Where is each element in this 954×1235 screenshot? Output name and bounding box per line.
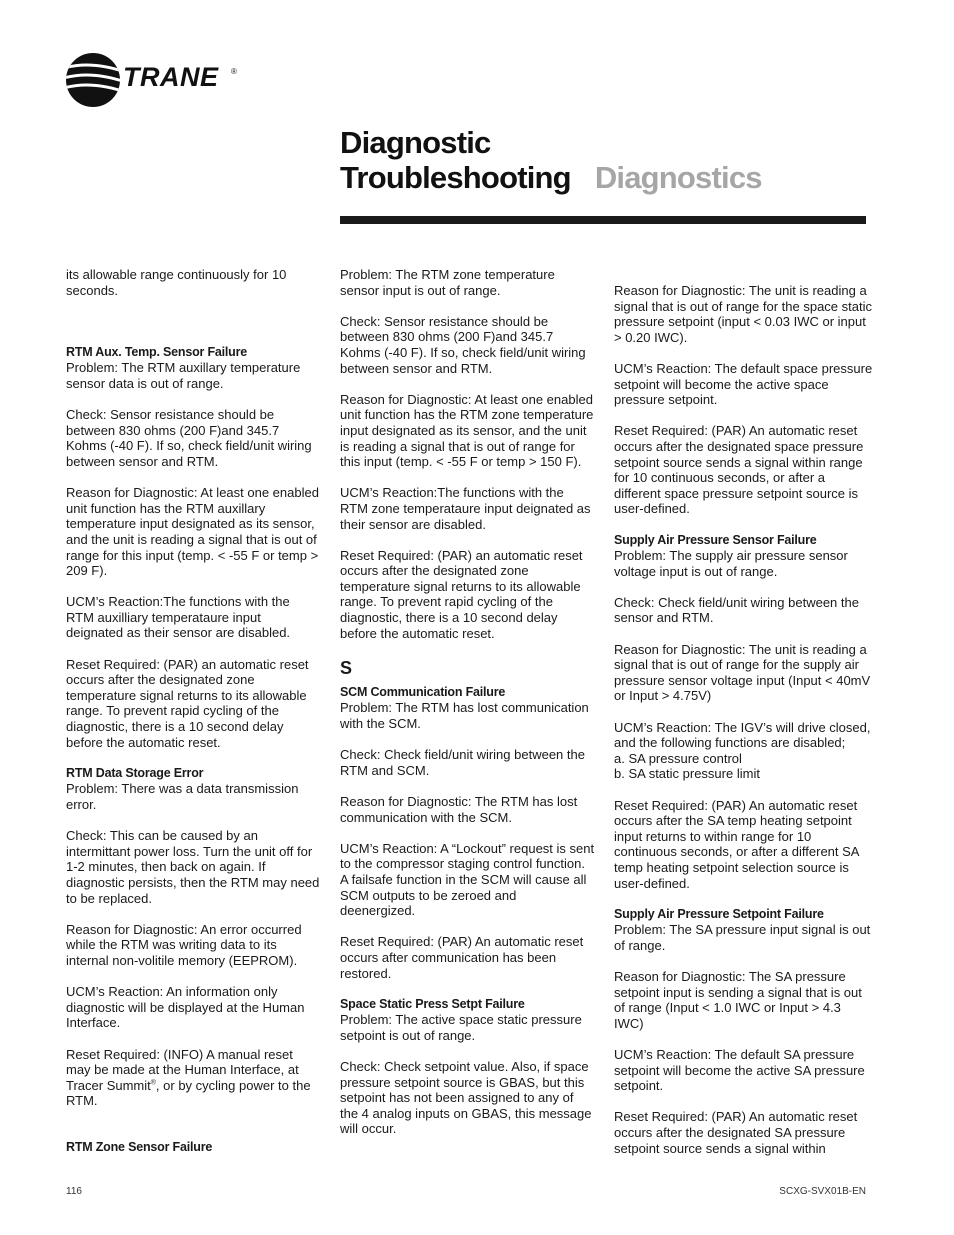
page-number: 116 (66, 1186, 82, 1197)
paragraph: Reason for Diagnostic: At least one enabled unit function has the RTM zone temperature input designated as its sensor, and the unit is reading a signal that is out of range for this input (temp. < -55 F or temp > 150 F). (340, 391, 594, 470)
column-2 (340, 267, 595, 1153)
paragraph: Problem: The supply air pressure sensor voltage input is out of range. (614, 548, 848, 579)
paragraph: Reset Required: (PAR) an automatic reset occurs after the designated zone temperature signal returns to its allowable range. To prevent rapid cycling of the diagnostic, there is a 10 second delay before the automatic reset. (66, 656, 309, 750)
paragraph: Check: This can be caused by an intermittant power loss. Turn the unit off for 1-2 minutes, then back on again. If diagnostic persists, then the RTM may need to be replaced. (66, 828, 320, 906)
paragraph: Reset Required: (PAR) an automatic reset occurs after the designated zone temperature signal returns to its allowable range. To prevent rapid cycling of the diagnostic, there is a 10 second delay before the automatic reset. (340, 547, 583, 641)
paragraph: UCM’s Reaction: The default space pressure setpoint will become the active space pressure setpoint. (614, 360, 873, 408)
paragraph: Reset Required: (PAR) An automatic reset occurs after the SA temp heating setpoint input returns to within range for 10 continuous seconds, or after a different SA temp heating setpoint selection source is user-defined. (614, 797, 859, 891)
section-heading: Space Static Press Setpt Failure (340, 996, 525, 1011)
registered-mark: ® (150, 1079, 156, 1087)
list-item: b. SA static pressure limit (614, 766, 760, 782)
paragraph: Problem: The RTM zone temperature sensor input is out of range. (340, 267, 555, 298)
paragraph: Reset Required: (PAR) An automatic reset occurs after the designated space pressure setpoint source sends a signal within range for 10 continuous seconds, or after a different space pressure setpoint source is user-defined. (614, 423, 864, 517)
paragraph: Reason for Diagnostic: The RTM has lost communication with the SCM. (340, 794, 578, 825)
trane-logo-word: TRANE (123, 62, 219, 92)
section-title: Diagnostics (594, 160, 762, 195)
paragraph: UCM’s Reaction: The default SA pressure setpoint will become the active SA pressure setpoint. (614, 1047, 865, 1094)
paragraph: UCM’s Reaction: A “Lockout” request is sent to the compressor staging control function. A failsafe function in the SCM will cause all SCM outputs to be zeroed and deenergized. (340, 840, 595, 919)
column-1 (66, 267, 321, 1156)
paragraph: Check: Sensor resistance should be between 830 ohms (200 F)and 345.7 Kohms (-40 F). If so, check field/unit wiring between sensor and RTM. (340, 313, 586, 376)
paragraph: Check: Check field/unit wiring between the RTM and SCM. (340, 747, 585, 778)
paragraph: UCM’s Reaction: An information only diagnostic will be displayed at the Human Interface. (66, 984, 305, 1031)
paragraph: Problem: The active space static pressure setpoint is out of range. (340, 1012, 582, 1043)
registered-mark: ® (231, 67, 237, 76)
paragraph: Check: Check field/unit wiring between the sensor and RTM. (614, 594, 859, 626)
trane-logo-badge (66, 53, 120, 107)
document-code: SCXG-SVX01B-EN (779, 1186, 866, 1197)
paragraph: Problem: There was a data transmission error. (66, 781, 299, 812)
paragraph: UCM’s Reaction:The functions with the RTM zone temperataure input deignated as their sensor are disabled. (340, 485, 591, 532)
trane-logo (66, 53, 266, 109)
paragraph (66, 1047, 321, 1109)
paragraph: Reason for Diagnostic: An error occurred while the RTM was writing data to its internal non-volitile memory (EEPROM). (66, 921, 302, 968)
section-heading: SCM Communication Failure (340, 684, 506, 699)
paragraph: Check: Sensor resistance should be between 830 ohms (200 F)and 345.7 Kohms (-40 F). If so, check field/unit wiring between sensor and RTM. (66, 407, 312, 469)
column-3 (614, 283, 874, 1172)
paragraph: Reset Required: (PAR) An automatic reset occurs after the designated SA pressure setpoint source sends a signal within (614, 1109, 858, 1156)
title-troubleshooting: Troubleshooting (340, 160, 571, 195)
paragraph: Reason for Diagnostic: The unit is reading a signal that is out of range for the supply air pressure sensor voltage input (Input < 40mV or Input > 4.75V) (614, 641, 871, 704)
title-line-1: Diagnostic (340, 125, 491, 160)
paragraph: Problem: The RTM has lost communication with the SCM. (340, 700, 589, 732)
page-title (340, 125, 866, 195)
list-item: a. SA pressure control (614, 750, 742, 766)
paragraph: UCM’s Reaction:The functions with the RTM auxilliary temperataure input deignated as their sensor are disabled. (66, 594, 291, 641)
paragraph: its allowable range continuously for 10 seconds. (66, 267, 287, 298)
paragraph: UCM’s Reaction: The IGV’s will drive closed, and the following functions are disabled; (614, 719, 871, 751)
paragraph: Reason for Diagnostic: At least one enabled unit function has the RTM auxillary temperature input designated as its sensor, and the unit is reading a signal that is out of range for this input (temp. < -55 F or temp > 209 F). (66, 485, 319, 579)
section-heading: RTM Data Storage Error (66, 765, 204, 780)
paragraph: Problem: The RTM auxillary temperature sensor data is out of range. (66, 360, 301, 391)
text-span: , or by cycling power to the RTM. (66, 1077, 311, 1109)
paragraph: Check: Check setpoint value. Also, if space pressure setpoint source is GBAS, but this setpoint has not been assigned to any of the 4 analog inputs on GBAS, this message will occur. (340, 1059, 592, 1137)
text-span: Reset Required: (INFO) A manual reset may be made at the Human Interface, at Tracer Summit (66, 1046, 299, 1093)
section-heading: RTM Aux. Temp. Sensor Failure (66, 344, 248, 359)
title-rule (340, 216, 866, 224)
section-heading: Supply Air Pressure Sensor Failure (614, 532, 817, 547)
section-heading: Supply Air Pressure Setpoint Failure (614, 906, 824, 921)
title-line-2 (340, 160, 866, 195)
section-heading: RTM Zone Sensor Failure (66, 1140, 213, 1155)
paragraph: Reason for Diagnostic: The SA pressure setpoint input is sending a signal that is out of range (Input < 1.0 IWC or Input > 4.3 IWC) (614, 969, 862, 1031)
index-letter: S (340, 657, 353, 678)
paragraph: Problem: The SA pressure input signal is out of range. (614, 922, 871, 953)
paragraph: Reason for Diagnostic: The unit is reading a signal that is out of range for the space static pressure setpoint (input < 0.03 IWC or input > 0.20 IWC). (614, 283, 872, 345)
paragraph: Reset Required: (PAR) An automatic reset occurs after communication has been restored. (340, 934, 584, 981)
